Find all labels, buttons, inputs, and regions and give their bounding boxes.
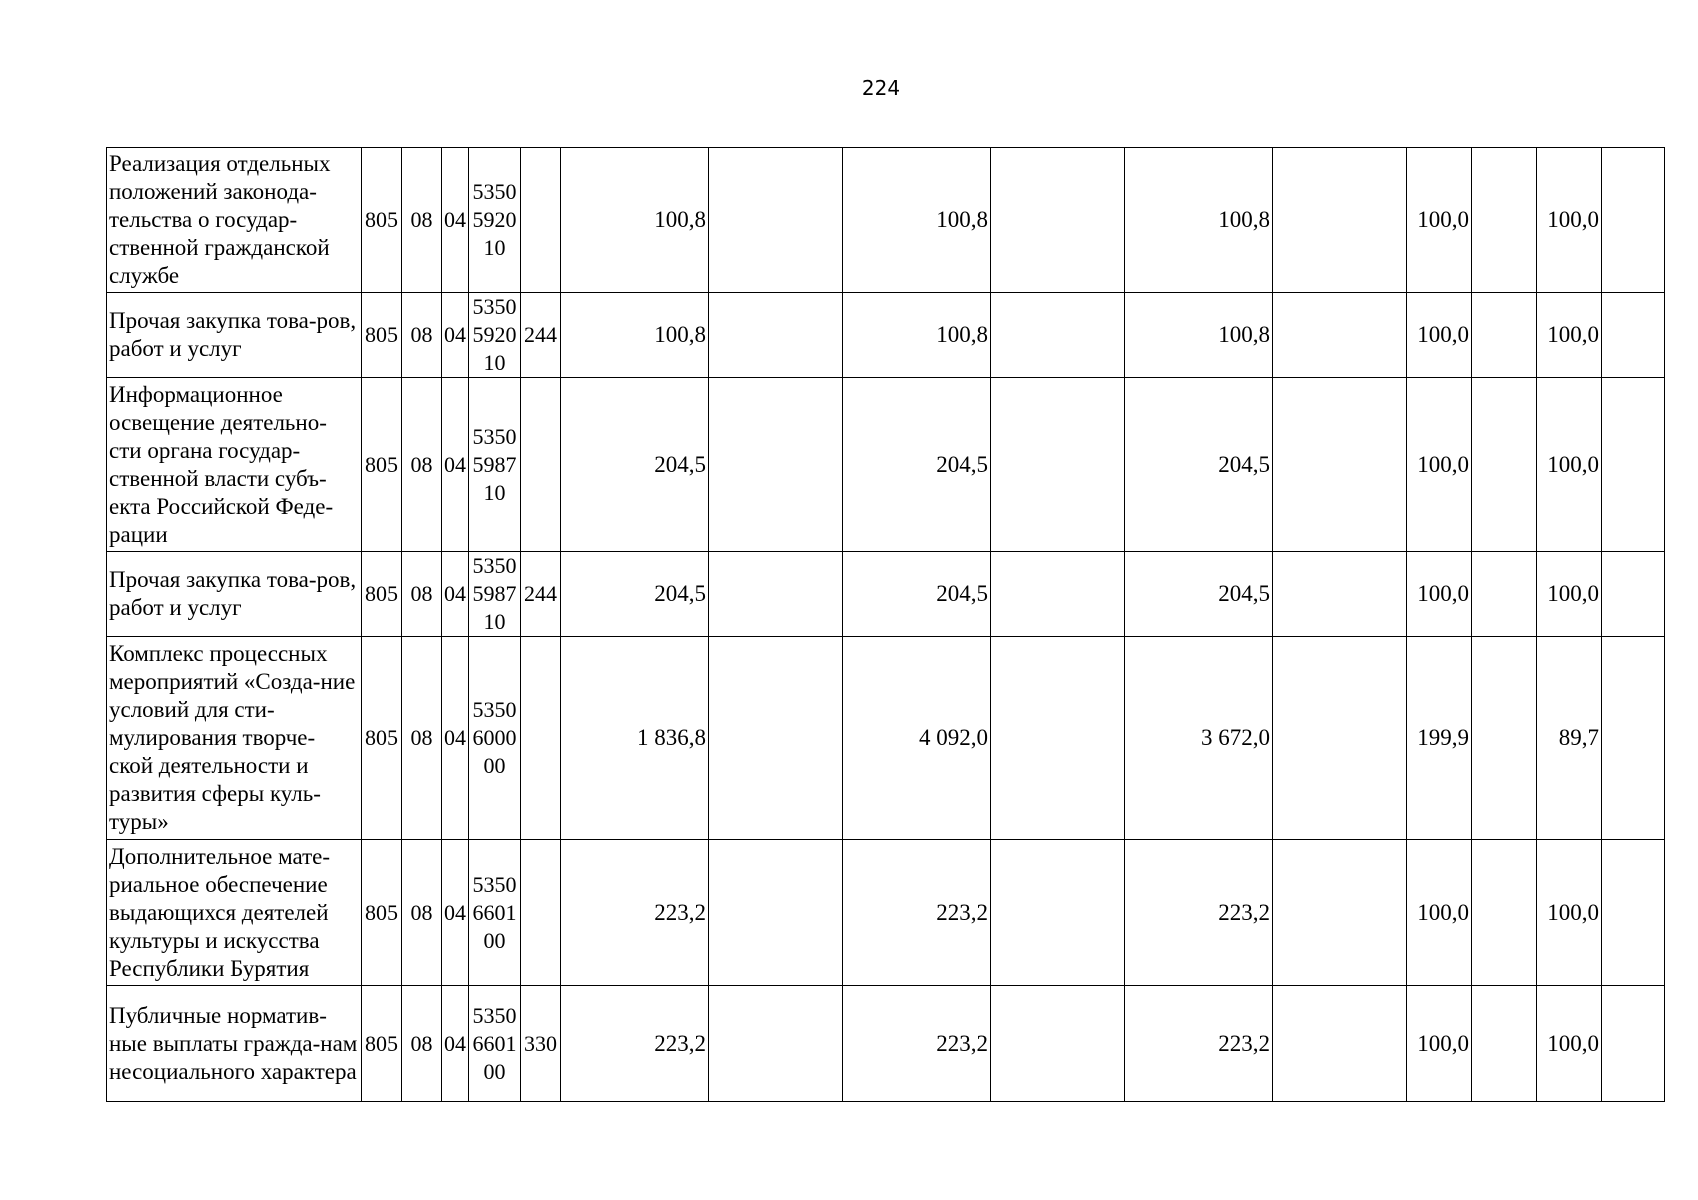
csr-part: 10 (483, 609, 506, 634)
percent-1: 100,0 (1407, 986, 1472, 1102)
csr-part: 00 (483, 753, 506, 778)
csr-part: 6601 (472, 899, 517, 925)
empty-cell (1273, 637, 1407, 840)
percent-2: 100,0 (1537, 293, 1602, 378)
csr-part: 5920 (472, 207, 517, 232)
ved-code: 805 (362, 552, 402, 637)
expense-type-code (521, 148, 561, 293)
amount-1: 204,5 (561, 552, 709, 637)
table-row (107, 986, 1665, 1102)
csr-part: 5350 (472, 871, 517, 897)
empty-cell (991, 378, 1125, 552)
target-article-code (469, 148, 521, 293)
row-name: Дополнительное мате-риальное обеспечение выдающихся деятелей культуры и искусства Республики Бурятия (107, 840, 362, 986)
percent-2: 100,0 (1537, 378, 1602, 552)
table-row (107, 552, 1665, 637)
table-row (107, 293, 1665, 378)
csr-part: 00 (483, 1058, 506, 1084)
subsection-code: 04 (442, 840, 469, 986)
section-code: 08 (402, 840, 442, 986)
subsection-code: 04 (442, 552, 469, 637)
empty-cell (1472, 840, 1537, 986)
csr-part: 10 (483, 350, 506, 375)
target-article-code (469, 378, 521, 552)
ved-code: 805 (362, 293, 402, 378)
empty-cell (1472, 148, 1537, 293)
percent-1: 100,0 (1407, 840, 1472, 986)
csr-part: 5350 (472, 697, 517, 722)
empty-cell (1472, 293, 1537, 378)
empty-cell (1472, 378, 1537, 552)
section-code: 08 (402, 637, 442, 840)
table-row (107, 637, 1665, 840)
percent-1: 100,0 (1407, 378, 1472, 552)
csr-part: 6000 (472, 725, 517, 750)
empty-cell (1273, 378, 1407, 552)
ved-code: 805 (362, 637, 402, 840)
percent-2: 100,0 (1537, 840, 1602, 986)
amount-3: 3 672,0 (1125, 637, 1273, 840)
subsection-code: 04 (442, 148, 469, 293)
empty-cell (1472, 986, 1537, 1102)
percent-1: 100,0 (1407, 293, 1472, 378)
empty-cell (709, 986, 843, 1102)
table-row (107, 378, 1665, 552)
expense-type-code (521, 637, 561, 840)
row-name: Реализация отдельных положений законода-тельства о государ-ственной гражданской службе (107, 148, 362, 293)
empty-cell (1273, 552, 1407, 637)
row-name: Информационное освещение деятельно-сти органа государ-ственной власти субъ-екта Российской Феде-рации (107, 378, 362, 552)
target-article-code (469, 637, 521, 840)
row-name: Комплекс процессных мероприятий «Созда-ние условий для сти-мулирования творче-ской деятельности и развития сферы куль-туры» (107, 637, 362, 840)
amount-3: 100,8 (1125, 293, 1273, 378)
csr-part: 5350 (472, 553, 517, 578)
section-code: 08 (402, 552, 442, 637)
section-code: 08 (402, 148, 442, 293)
csr-part: 5987 (472, 581, 517, 606)
empty-cell (709, 293, 843, 378)
target-article-code (469, 552, 521, 637)
ved-code: 805 (362, 986, 402, 1102)
subsection-code: 04 (442, 986, 469, 1102)
csr-part: 5350 (472, 179, 517, 204)
amount-3: 204,5 (1125, 378, 1273, 552)
amount-2: 223,2 (843, 840, 991, 986)
csr-part: 6601 (472, 1030, 517, 1056)
subsection-code: 04 (442, 378, 469, 552)
ved-code: 805 (362, 840, 402, 986)
target-article-code (469, 293, 521, 378)
amount-1: 100,8 (561, 293, 709, 378)
ved-code: 805 (362, 378, 402, 552)
subsection-code: 04 (442, 293, 469, 378)
empty-cell (1273, 148, 1407, 293)
percent-2: 100,0 (1537, 986, 1602, 1102)
target-article-code (469, 840, 521, 986)
empty-cell (1273, 986, 1407, 1102)
page-number: 224 (861, 76, 901, 100)
csr-part: 5350 (472, 423, 517, 449)
row-name: Публичные норматив-ные выплаты гражда-нам несоциального характера (107, 986, 362, 1102)
empty-cell (1602, 986, 1665, 1102)
percent-2: 100,0 (1537, 148, 1602, 293)
row-name: Прочая закупка това-ров, работ и услуг (107, 293, 362, 378)
table-row (107, 840, 1665, 986)
amount-1: 100,8 (561, 148, 709, 293)
amount-2: 100,8 (843, 148, 991, 293)
empty-cell (991, 148, 1125, 293)
empty-cell (991, 840, 1125, 986)
section-code: 08 (402, 986, 442, 1102)
csr-part: 5350 (472, 294, 517, 319)
empty-cell (1602, 637, 1665, 840)
expense-type-code (521, 840, 561, 986)
amount-1: 223,2 (561, 986, 709, 1102)
table-row (107, 148, 1665, 293)
csr-part: 5920 (472, 322, 517, 347)
expense-type-code (521, 378, 561, 552)
percent-2: 100,0 (1537, 552, 1602, 637)
empty-cell (1602, 148, 1665, 293)
empty-cell (709, 552, 843, 637)
empty-cell (991, 293, 1125, 378)
amount-2: 223,2 (843, 986, 991, 1102)
csr-part: 00 (483, 927, 506, 953)
amount-2: 204,5 (843, 552, 991, 637)
empty-cell (991, 986, 1125, 1102)
empty-cell (1602, 293, 1665, 378)
empty-cell (1602, 378, 1665, 552)
empty-cell (1273, 840, 1407, 986)
csr-part: 5350 (472, 1002, 517, 1028)
amount-1: 1 836,8 (561, 637, 709, 840)
empty-cell (709, 148, 843, 293)
empty-cell (709, 378, 843, 552)
section-code: 08 (402, 378, 442, 552)
amount-1: 204,5 (561, 378, 709, 552)
percent-1: 199,9 (1407, 637, 1472, 840)
budget-table (106, 147, 1665, 1102)
percent-1: 100,0 (1407, 552, 1472, 637)
empty-cell (1602, 840, 1665, 986)
csr-part: 10 (483, 479, 506, 505)
subsection-code: 04 (442, 637, 469, 840)
ved-code: 805 (362, 148, 402, 293)
percent-1: 100,0 (1407, 148, 1472, 293)
amount-2: 100,8 (843, 293, 991, 378)
empty-cell (1472, 552, 1537, 637)
amount-1: 223,2 (561, 840, 709, 986)
amount-3: 204,5 (1125, 552, 1273, 637)
csr-part: 10 (483, 235, 506, 260)
row-name: Прочая закупка това-ров, работ и услуг (107, 552, 362, 637)
empty-cell (1472, 637, 1537, 840)
empty-cell (709, 637, 843, 840)
empty-cell (1602, 552, 1665, 637)
empty-cell (991, 637, 1125, 840)
amount-2: 204,5 (843, 378, 991, 552)
expense-type-code: 330 (521, 986, 561, 1102)
empty-cell (991, 552, 1125, 637)
expense-type-code: 244 (521, 293, 561, 378)
empty-cell (709, 840, 843, 986)
table-body (107, 148, 1665, 1102)
target-article-code (469, 986, 521, 1102)
section-code: 08 (402, 293, 442, 378)
amount-3: 223,2 (1125, 840, 1273, 986)
expense-type-code: 244 (521, 552, 561, 637)
amount-2: 4 092,0 (843, 637, 991, 840)
amount-3: 223,2 (1125, 986, 1273, 1102)
empty-cell (1273, 293, 1407, 378)
amount-3: 100,8 (1125, 148, 1273, 293)
csr-part: 5987 (472, 451, 517, 477)
percent-2: 89,7 (1537, 637, 1602, 840)
